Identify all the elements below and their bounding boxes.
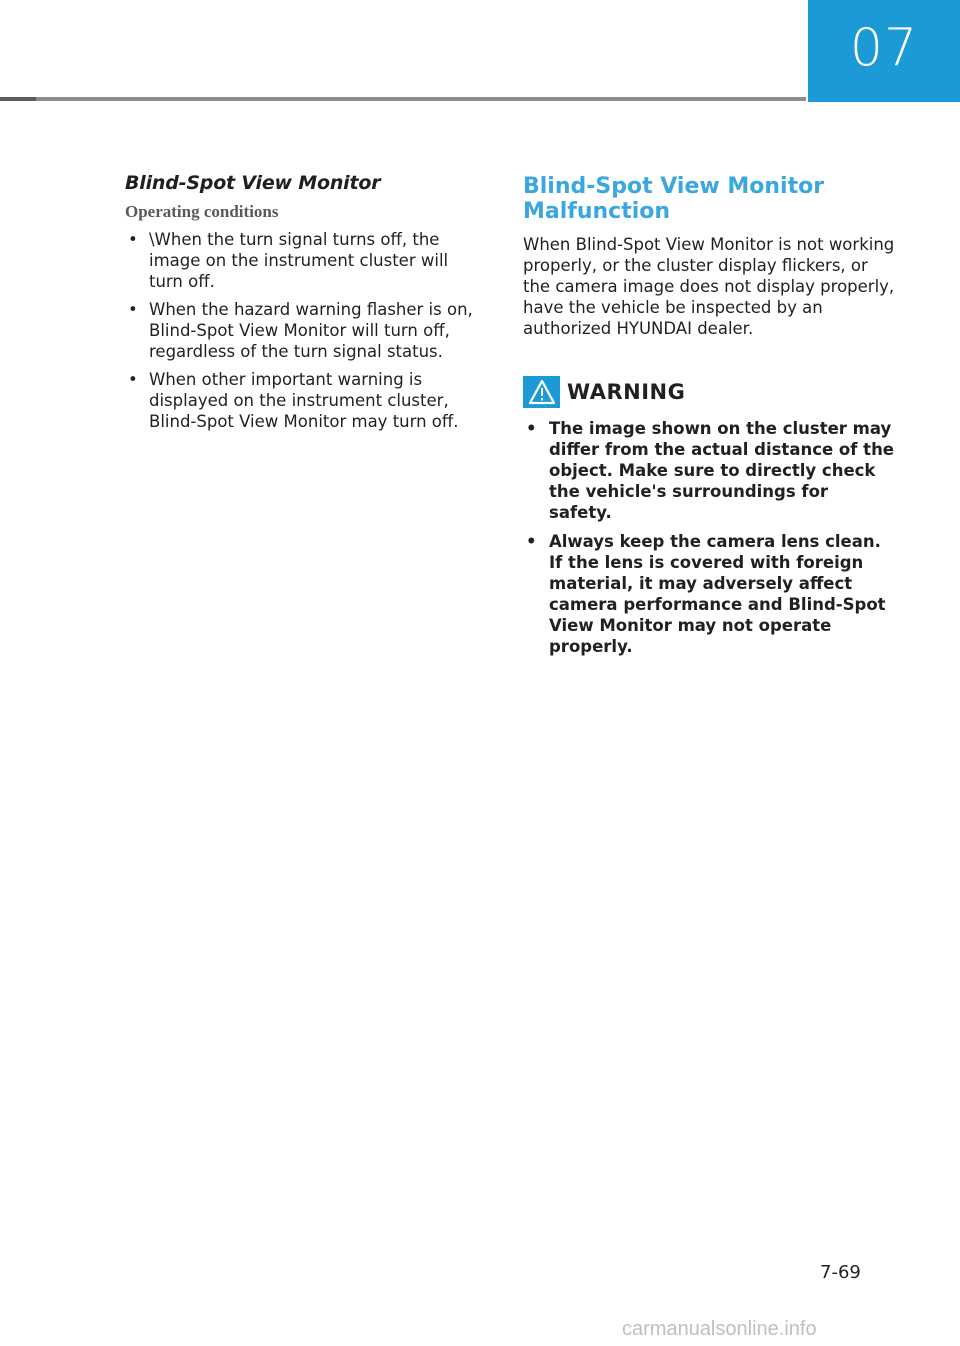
warning-list bbox=[523, 418, 895, 657]
right-column bbox=[523, 174, 895, 665]
list-item: • When the hazard warning flasher is on, Blind-Spot View Monitor will turn off, regardless of the turn signal status. bbox=[128, 300, 473, 361]
header-rule bbox=[0, 97, 806, 101]
bullet-icon: • bbox=[526, 419, 537, 438]
list-item: • When other important warning is displayed on the instrument cluster, Blind-Spot View Monitor may turn off. bbox=[128, 370, 459, 431]
malfunction-paragraph: When Blind-Spot View Monitor is not working properly, or the cluster display flickers, or the camera image does not display properly, have the vehicle be inspected by an authorized HYUNDAI dealer. bbox=[523, 235, 895, 338]
page-number: 7-69 bbox=[820, 1262, 861, 1283]
warning-header bbox=[523, 376, 895, 408]
bullet-icon: • bbox=[128, 300, 138, 319]
warning-triangle-icon bbox=[523, 376, 560, 408]
section-title: Blind-Spot View Monitor Malfunction bbox=[523, 174, 825, 224]
subsection-heading: Blind-Spot View Monitor bbox=[125, 172, 381, 194]
left-column bbox=[125, 172, 485, 439]
list-item: • \When the turn signal turns off, the image on the instrument cluster will turn off. bbox=[128, 230, 449, 291]
list-item: • The image shown on the cluster may differ from the actual distance of the object. Make sure to directly check the vehicle's surroundings for safety. bbox=[526, 419, 895, 522]
conditions-list bbox=[125, 229, 485, 432]
list-item: • Always keep the camera lens clean. If the lens is covered with foreign material, it may adversely affect camera performance and Blind-Spot View Monitor may not operate properly. bbox=[526, 532, 886, 656]
warning-label: WARNING bbox=[567, 380, 686, 404]
chapter-number: 07 bbox=[849, 18, 919, 78]
bullet-icon: • bbox=[526, 532, 537, 551]
operating-conditions-heading: Operating conditions bbox=[125, 202, 279, 221]
chapter-tab bbox=[808, 0, 960, 102]
header-rule-accent bbox=[0, 97, 36, 101]
watermark: carmanualsonline.info bbox=[622, 1318, 817, 1340]
bullet-icon: • bbox=[128, 230, 138, 249]
bullet-icon: • bbox=[128, 370, 138, 389]
